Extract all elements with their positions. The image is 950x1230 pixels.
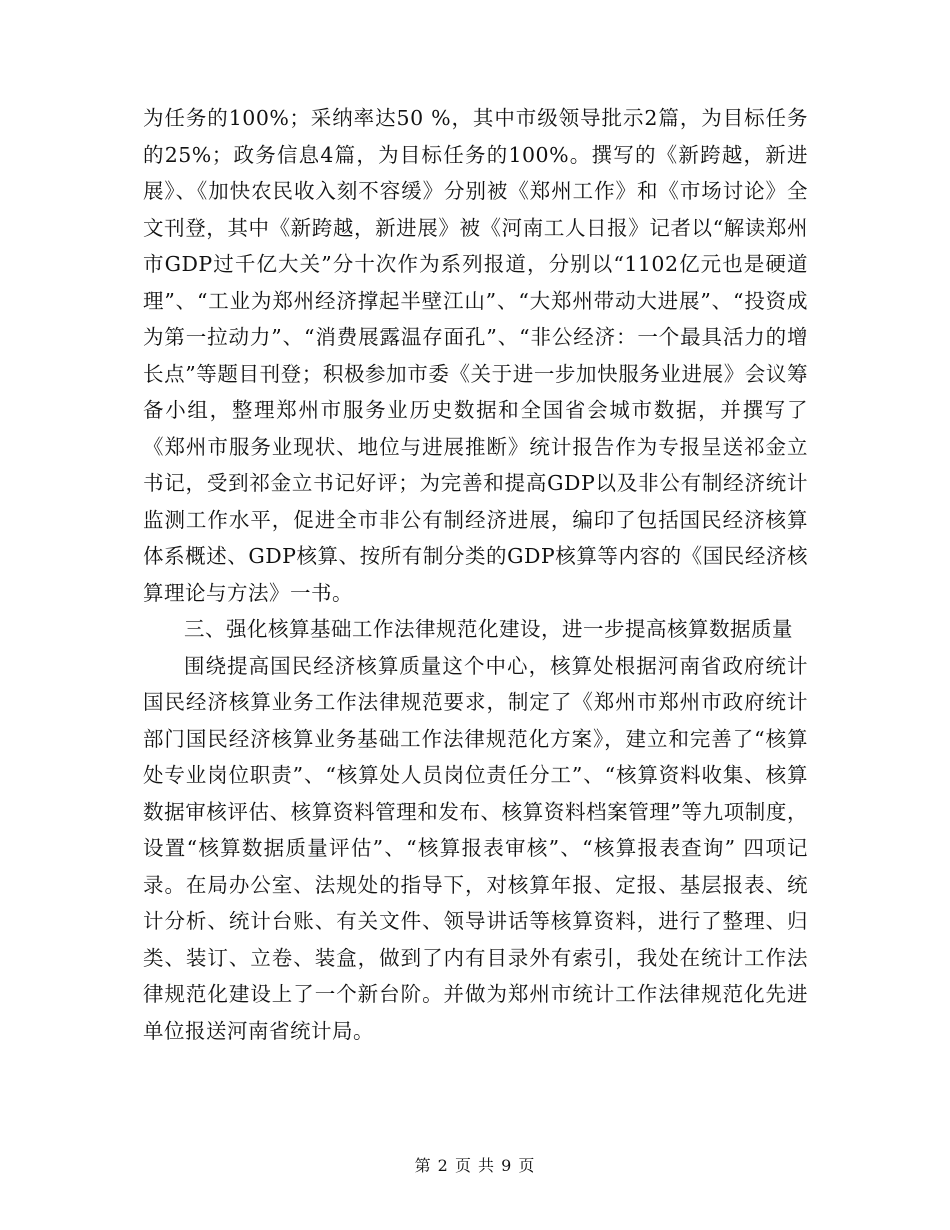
paragraph-continuation: 为任务的100%；采纳率达50 %，其中市级领导批示2篇，为目标任务的25%；政务信息4篇，为目标任务的100%。撰写的《新跨越，新进展》、《加快农民收入刻不容缓》分别被《郑州工作》和《市场讨论》全文刊登，其中《新跨越，新进展》被《河南工人日报》记者以“解读郑州市GDP过千亿大关”分十次作为系列报道，分别以“1102亿元也是硬道理”、“工业为郑州经济撑起半壁江山”、“大郑州带动大进展”、“投资成为第一拉动力”、“消费展露温存面孔”、“非公经济：一个最具活力的增长点”等题目刊登；积极参加市委《关于进一步加快服务业进展》会议筹备小组，整理郑州市服务业历史数据和全国省会城市数据，并撰写了《郑州市服务业现状、地位与进展推断》统计报告作为专报呈送祁金立书记，受到祁金立书记好评；为完善和提高GDP以及非公有制经济统计监测工作水平，促进全市非公有制经济进展，编印了包括国民经济核算体系概述、GDP核算、按所有制分类的GDP核算等内容的《国民经济核算理论与方法》一书。 bbox=[143, 106, 808, 605]
section-heading: 三、强化核算基础工作法律规范化建设，进一步提高核算数据质量 bbox=[184, 617, 793, 641]
page-number-footer: 第 2 页 共 9 页 bbox=[414, 1156, 536, 1175]
paragraph-body: 围绕提高国民经济核算质量这个中心，核算处根据河南省政府统计国民经济核算业务工作法律规范要求，制定了《郑州市郑州市政府统计部门国民经济核算业务基础工作法律规范化方案》，建立和完善了“核算处专业岗位职责”、“核算处人员岗位责任分工”、“核算资料收集、核算数据审核评估、核算资料管理和发布、核算资料档案管理”等九项制度，设置“核算数据质量评估”、“核算报表审核”、“核算报表查询” 四项记录。在局办公室、法规处的指导下，对核算年报、定报、基层报表、统计分析、统计台账、有关文件、领导讲话等核算资料，进行了整理、归类、装订、立卷、装盒，做到了内有目录外有索引，我处在统计工作法律规范化建设上了一个新台阶。并做为郑州市统计工作法律规范化先进单位报送河南省统计局。 bbox=[143, 653, 808, 1043]
document-body bbox=[143, 100, 808, 1049]
